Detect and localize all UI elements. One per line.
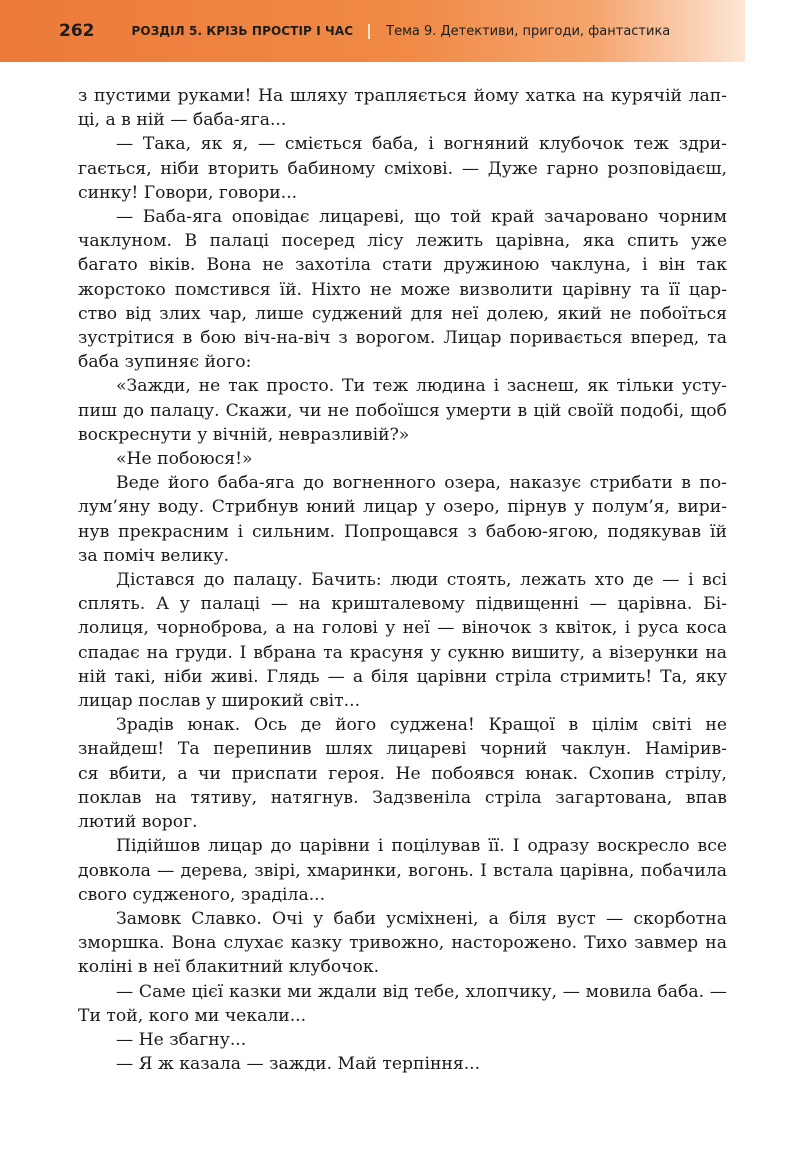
text-line: Ти той, кого ми чекали... (78, 1005, 307, 1026)
text-line: лицар послав у широкий світ... (78, 691, 361, 712)
text-line: синку! Говори, говори... (78, 182, 298, 203)
text-line: коліні в неї блакитний клубочок. (78, 957, 380, 978)
text-line: Дістався до палацу. Бачить: люди стоять, лежать хто де — і всі (116, 570, 727, 591)
text-line: Веде його баба-яга до вогненного озера, наказує стрибати в по- (116, 473, 727, 494)
text-line: Зрадів юнак. Ось де його суджена! Кращої в цілім світі не (116, 715, 727, 736)
text-line: баба зупиняє його: (78, 352, 252, 373)
text-line: багато віків. Вона не захотіла стати дружиною чаклуна, і він так (78, 255, 727, 276)
body-text (78, 84, 727, 1076)
text-line: ся вбити, а чи приспати героя. Не побоявся юнак. Схопив стрілу, (78, 763, 727, 784)
text-line: «Зажди, не так просто. Ти теж людина і заснеш, як тільки усту- (116, 376, 727, 397)
section-title: РОЗДІЛ 5. КРІЗЬ ПРОСТІР І ЧАС (131, 24, 354, 38)
text-line: пиш до палацу. Скажи, чи не побоїшся умерти в цій своїй подобі, щоб (78, 400, 727, 421)
text-line: нув прекрасним і сильним. Попрощався з бабою-ягою, подякував їй (78, 521, 727, 542)
text-line: Підійшов лицар до царівни і поцілував її. І одразу воскресло все (116, 836, 727, 857)
text-line: — Я ж казала — зажди. Май терпіння... (116, 1054, 481, 1075)
text-line: спадає на груди. І вбрана та красуня у сукню вишиту, а візерунки на (78, 642, 727, 663)
text-line: ці, а в ній — баба-яга... (78, 110, 287, 131)
text-line: лютий ворог. (78, 812, 198, 833)
text-line: — Саме цієї казки ми ждали від тебе, хлопчику, — мовила баба. — (116, 981, 727, 1002)
text-line: ній такі, ніби живі. Глядь — а біля царівни стріла стримить! Та, яку (78, 666, 727, 687)
text-line: лолиця, чорноброва, а на голові у неї — віночок з квіток, і руса коса (78, 618, 727, 639)
page-header (0, 0, 745, 62)
text-line: Замовк Славко. Очі у баби усміхнені, а біля вуст — скорботна (116, 908, 727, 929)
text-line: гається, ніби вторить бабиному сміхові. — Дуже гарно розповідаєш, (78, 158, 727, 179)
text-line: зморшка. Вона слухає казку тривожно, насторожено. Тихо завмер на (78, 933, 727, 954)
text-line: за поміч велику. (78, 545, 230, 566)
text-line: «Не побоюся!» (116, 449, 253, 470)
header-divider (368, 24, 370, 39)
text-line: з пустими руками! На шляху трапляється йому хатка на курячій лап- (78, 86, 727, 106)
text-line: сплять. А у палаці — на кришталевому підвищенні — царівна. Бі- (78, 594, 727, 615)
text-line: знайдеш! Та перепинив шлях лицареві чорний чаклун. Намірив- (78, 739, 727, 760)
text-line: зустрітися в бою віч-на-віч з ворогом. Лицар поривається вперед, та (78, 328, 727, 349)
text-line: лум’яну воду. Стрибнув юний лицар у озеро, пірнув у полум’я, вири- (78, 497, 727, 518)
text-line: поклав на тятиву, натягнув. Задзвеніла стріла загартована, впав (78, 787, 727, 808)
text-line: жорстоко помстився їй. Ніхто не може визволити царівну та її цар- (78, 279, 727, 300)
topic-title: Тема 9. Детективи, пригоди, фантастика (386, 23, 671, 39)
text-line: — Не збагну... (116, 1029, 247, 1050)
text-line: свого судженого, зраділа... (78, 884, 326, 905)
text-line: — Така, як я, — сміється баба, і вогняний клубочок теж здри- (116, 134, 727, 155)
text-line: — Баба-яга оповідає лицареві, що той край зачаровано чорним (116, 207, 727, 228)
text-line: чаклуном. В палаці посеред лісу лежить царівна, яка спить уже (78, 231, 727, 252)
text-line: довкола — дерева, звірі, хмаринки, вогонь. І встала царівна, побачила (78, 860, 727, 881)
text-line: воскреснути у вічній, невразливій?» (78, 424, 410, 445)
text-line: ство від злих чар, лише суджений для неї долею, який не побоїться (78, 303, 727, 324)
page-number: 262 (59, 21, 95, 41)
